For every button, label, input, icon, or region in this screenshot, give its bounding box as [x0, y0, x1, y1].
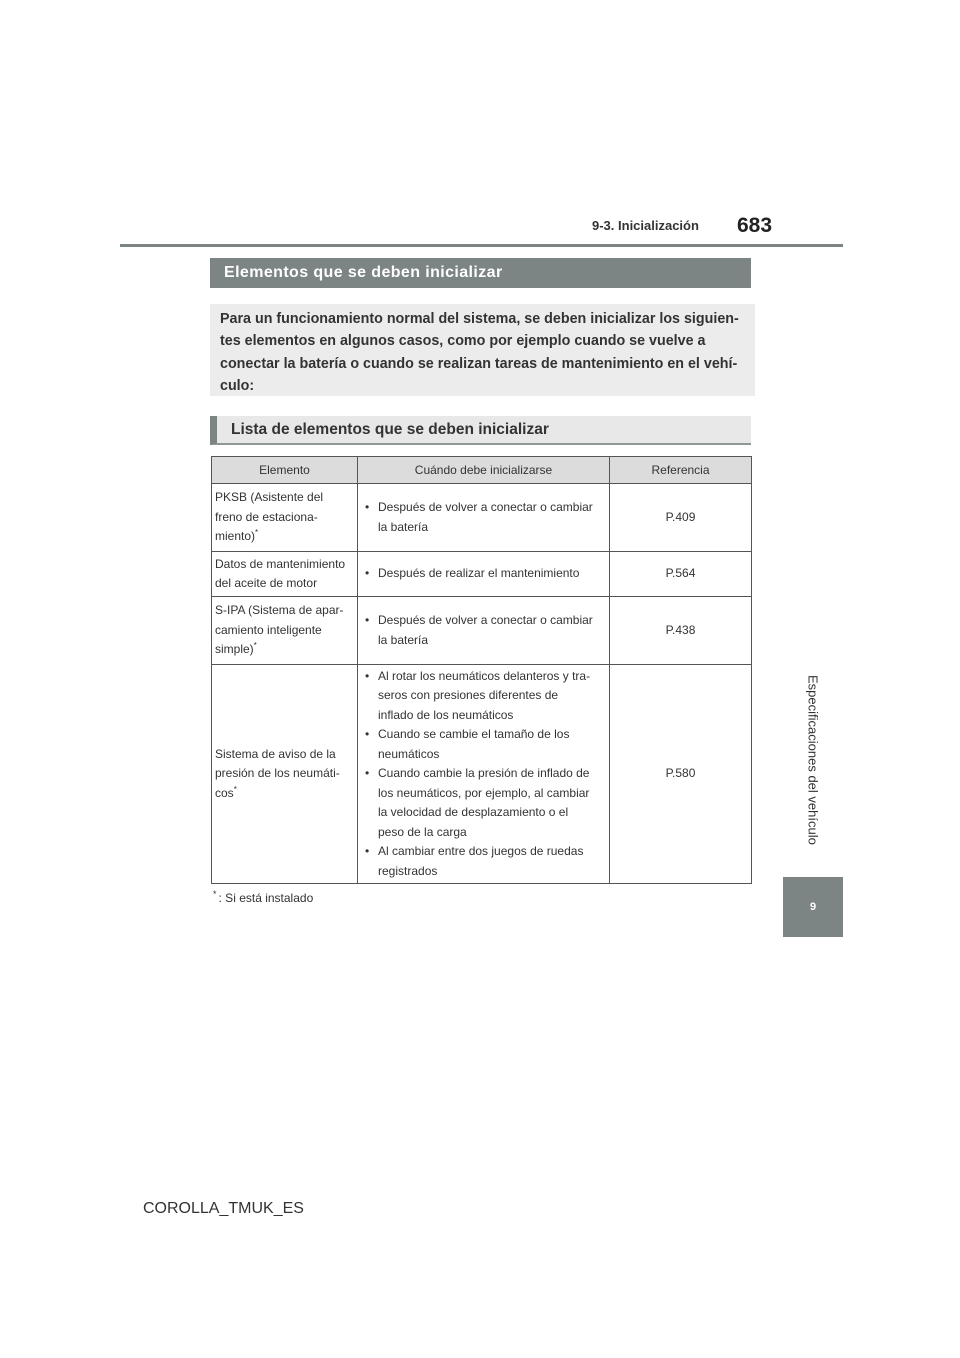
sub-heading: Lista de elementos que se deben inicializar [210, 416, 751, 445]
element-cell: S-IPA (Sistema de apar- camiento inteligente simple)* [212, 597, 358, 665]
column-header-when: Cuándo debe inicializarse [358, 457, 610, 484]
table-row [212, 597, 752, 665]
footnote-marker: * [253, 641, 257, 651]
list-item: • Después de realizar el mantenimiento [363, 564, 603, 584]
list-item: • Cuando se cambie el tamaño de los neumáticos [363, 725, 603, 764]
table-row [212, 552, 752, 597]
page-number: 683 [737, 214, 773, 237]
footnote-marker: * [255, 528, 259, 538]
side-tab [783, 640, 843, 880]
reference-cell: P.438 [610, 597, 752, 665]
header-rule [120, 244, 843, 247]
column-header-reference: Referencia [610, 457, 752, 484]
when-cell [358, 484, 610, 552]
intro-box [210, 304, 755, 396]
chapter-number-box: 9 [783, 877, 843, 937]
intro-line: tes elementos en algunos casos, como por ejemplo cuando se vuelve a [220, 333, 706, 350]
reference-cell: P.564 [610, 552, 752, 597]
items-table [211, 456, 752, 884]
footnote-star: * [213, 889, 217, 899]
list-item: • Después de volver a conectar o cambiar la batería [363, 498, 603, 537]
element-cell: PKSB (Asistente del freno de estaciona- miento)* [212, 484, 358, 552]
list-item: • Cuando cambie la presión de inflado de los neumáticos, por ejemplo, al cambiar la velocidad de desplazamiento o el peso de la carga [363, 764, 603, 842]
element-cell: Sistema de aviso de la presión de los neumáti- cos* [212, 665, 358, 884]
when-cell [358, 597, 610, 665]
list-item: • Al rotar los neumáticos delanteros y tra- seros con presiones diferentes de inflado de los neumáticos [363, 667, 603, 726]
footnote-marker: * [233, 784, 237, 794]
reference-cell: P.409 [610, 484, 752, 552]
when-cell [358, 665, 610, 884]
element-cell: Datos de mantenimiento del aceite de motor [212, 552, 358, 597]
table-row [212, 484, 752, 552]
intro-line: Para un funcionamiento normal del sistema, se deben inicializar los siguien- [220, 311, 739, 327]
intro-line: conectar la batería o cuando se realizan tareas de mantenimiento en el vehí- [220, 355, 738, 372]
list-item: • Al cambiar entre dos juegos de ruedas registrados [363, 842, 603, 881]
table-header-row [212, 457, 752, 484]
footnote [213, 889, 313, 905]
footnote-text: : Si está instalado [218, 891, 314, 905]
section-label: 9-3. Inicialización [592, 218, 699, 233]
side-tab-label: Especificaciones del vehículo [805, 675, 821, 845]
when-cell [358, 552, 610, 597]
footer-code: COROLLA_TMUK_ES [143, 1200, 304, 1217]
table-row [212, 665, 752, 884]
list-item: • Después de volver a conectar o cambiar la batería [363, 611, 603, 650]
intro-line: culo: [220, 378, 255, 395]
reference-cell: P.580 [610, 665, 752, 884]
column-header-element: Elemento [212, 457, 358, 484]
main-heading: Elementos que se deben inicializar [210, 258, 751, 288]
